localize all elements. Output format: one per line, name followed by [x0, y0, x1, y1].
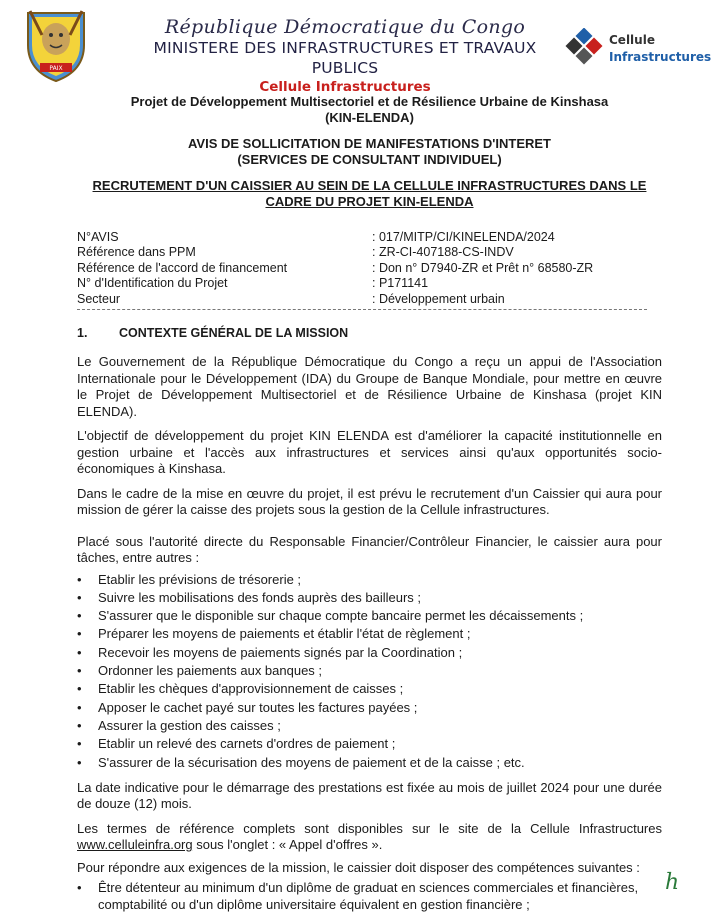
diamond-logo-icon — [562, 28, 606, 72]
recruitment-title-line2: CADRE DU PROJET KIN-ELENDA — [265, 194, 474, 209]
letterhead — [0, 0, 711, 95]
section-title: CONTEXTE GÉNÉRAL DE LA MISSION — [119, 326, 349, 341]
paragraph-objective: L'objectif de développement du projet KIN ELENDA est d'améliorer la capacité institutionnelle en gestion urbaine et l'accès aux infrastructures et services ainsi qu'aux opportunités socio-économiques à Kinshasa. — [77, 428, 662, 477]
ministry-banner — [135, 16, 555, 96]
list-item: • Assurer la gestion des caisses ; — [77, 717, 662, 735]
info-value: : P171141 — [372, 276, 429, 291]
list-item: • Suivre les mobilisations des fonds auprès des bailleurs ; — [77, 589, 662, 607]
project-name: Projet de Développement Multisectoriel et de Résilience Urbaine de Kinshasa — [130, 94, 609, 109]
list-item: • Etablir les chèques d'approvisionnement de caisses ; — [77, 680, 662, 698]
section-number: 1. — [77, 326, 88, 341]
logo-text — [609, 32, 711, 66]
competence-list — [77, 880, 662, 913]
info-row — [77, 245, 662, 260]
info-row — [77, 276, 662, 291]
info-label: N°AVIS — [77, 230, 119, 244]
website-link[interactable]: www.celluleinfra.org — [77, 837, 193, 853]
list-item: • Etablir les prévisions de trésorerie ; — [77, 571, 662, 589]
ministry-name: MINISTERE DES INFRASTRUCTURES ET TRAVAUX PUBLICS — [153, 39, 537, 77]
logo-line1: Cellule — [609, 33, 655, 47]
info-value: : 017/MITP/CI/KINELENDA/2024 — [372, 230, 555, 244]
handwritten-mark: h — [665, 870, 680, 895]
section-heading — [77, 326, 662, 340]
paragraph-recruitment: Dans le cadre de la mise en œuvre du projet, il est prévu le recrutement d'un Caissier qui aura pour mission de gérer la caisse des projets sous la gestion de la Cellule infrastructures. — [77, 485, 662, 518]
info-label: Référence dans PPM — [77, 245, 196, 260]
recruitment-title-line1: RECRUTEMENT D'UN CAISSIER AU SEIN DE LA CELLULE INFRASTRUCTURES DANS LE — [92, 178, 647, 193]
info-label: Référence de l'accord de financement — [77, 260, 288, 275]
republic-name: République Démocratique du Congo — [164, 16, 526, 38]
list-item: • Ordonner les paiements aux banques ; — [77, 662, 662, 680]
logo-line2: Infrastructures — [609, 50, 711, 64]
notice-info-table — [77, 230, 662, 307]
info-value: : Développement urbain — [372, 291, 505, 306]
coat-of-arms-icon — [22, 5, 90, 83]
list-item: • S'assurer de la sécurisation des moyens de paiement et de la caisse ; etc. — [77, 754, 662, 772]
terms-text-end: sous l'onglet : « Appel d'offres ». — [192, 837, 383, 853]
project-title — [77, 94, 662, 126]
paragraph-terms — [77, 821, 662, 854]
terms-text: Les termes de référence complets sont disponibles sur le site de la Cellule Infrastructures — [77, 820, 662, 836]
info-value: : ZR-CI-407188-CS-INDV — [372, 245, 514, 260]
list-item: • S'assurer que le disponible sur chaque compte bancaire permet les décaissements ; — [77, 607, 662, 625]
notice-title-line1: AVIS DE SOLLICITATION DE MANIFESTATIONS D'INTERET — [188, 136, 551, 151]
document-body — [77, 92, 662, 913]
list-item: • Recevoir les moyens de paiements signés par la Coordination ; — [77, 644, 662, 662]
list-item: • Etablir un relevé des carnets d'ordres de paiement ; — [77, 735, 662, 753]
paragraph-start-date: La date indicative pour le démarrage des prestations est fixée au mois de juillet 2024 pour une durée de douze (12) mois. — [77, 779, 662, 812]
notice-title-line2: (SERVICES DE CONSULTANT INDIVIDUEL) — [237, 152, 502, 167]
info-label: Secteur — [77, 291, 121, 306]
info-value: : Don n° D7940-ZR et Prêt n° 68580-ZR — [372, 260, 594, 275]
notice-title — [77, 136, 662, 168]
info-row — [77, 261, 662, 276]
paragraph-tasks-intro: Placé sous l'autorité directe du Responsable Financier/Contrôleur Financier, le caissier aura pour tâches, entre autres : — [77, 533, 662, 566]
list-item: • Être détenteur au minimum d'un diplôme de graduat en sciences commerciales et financières, comptabilité ou d'un diplôme universitaire équivalent en gestion financière ; — [77, 880, 662, 913]
paragraph-competences-intro: Pour répondre aux exigences de la mission, le caissier doit disposer des compétences suivantes : — [77, 859, 640, 875]
dashed-divider — [77, 309, 647, 310]
info-label: N° d'Identification du Projet — [77, 276, 228, 291]
coat-of-arms-motto: PAIX — [49, 65, 63, 72]
cellule-infrastructures-logo — [562, 28, 711, 72]
info-row — [77, 230, 662, 245]
list-item: • Apposer le cachet payé sur toutes les factures payées ; — [77, 699, 662, 717]
list-item: • Préparer les moyens de paiements et établir l'état de règlement ; — [77, 625, 662, 643]
project-acronym: (KIN-ELENDA) — [325, 110, 414, 125]
paragraph-context: Le Gouvernement de la République Démocratique du Congo a reçu un appui de l'Association Internationale pour le Développement (IDA) du Groupe de Banque Mondiale, pour mettre en œuvre le Projet de Développement Multisectoriel et de Résilience Urbaine de Kinshasa (projet KIN ELENDA). — [77, 354, 662, 419]
info-row — [77, 292, 662, 307]
task-list — [77, 571, 662, 772]
unit-name: Cellule Infrastructures — [259, 79, 431, 95]
recruitment-title — [77, 178, 662, 210]
